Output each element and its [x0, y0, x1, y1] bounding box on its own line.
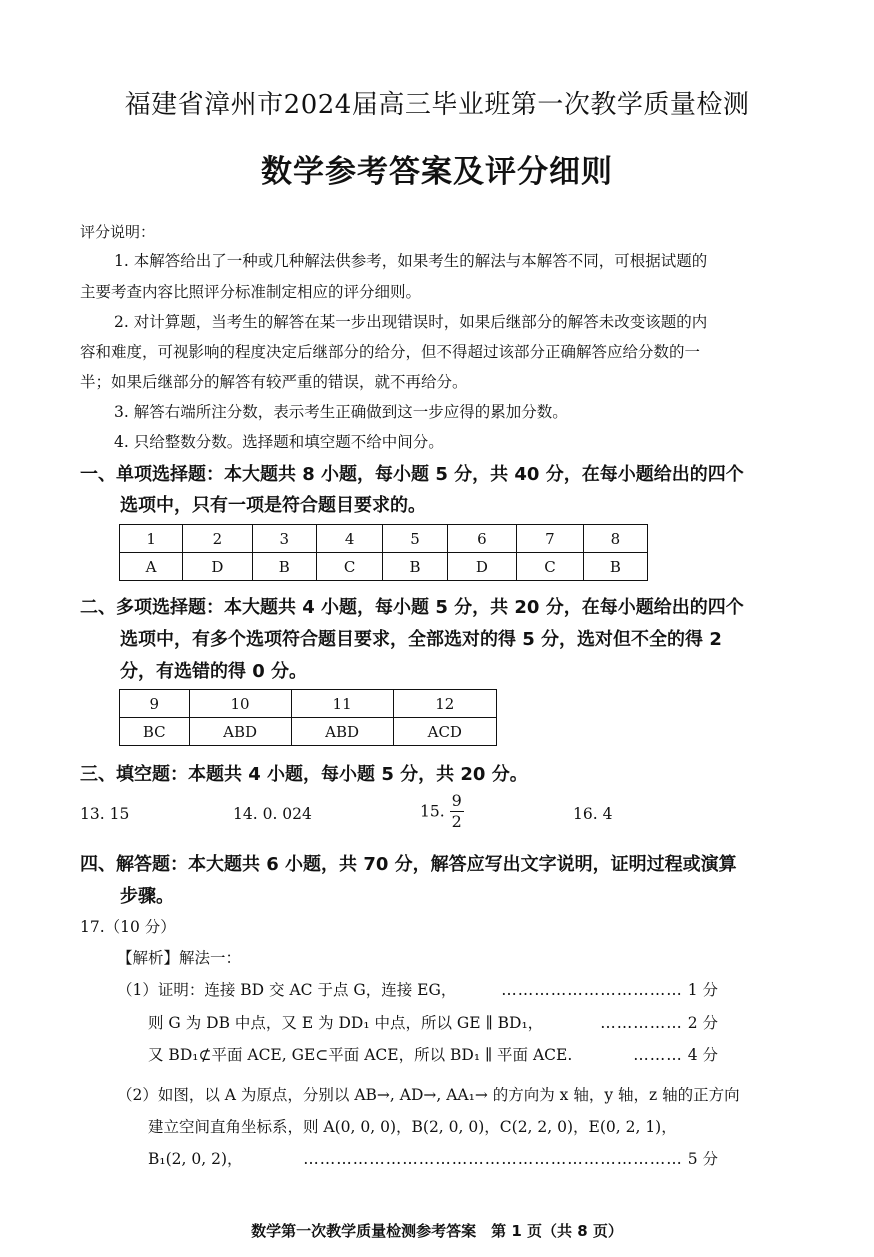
section-2-heading: 二、多项选择题：本大题共 4 小题，每小题 5 分，共 20 分，在每小题给出的四个: [80, 597, 744, 618]
note-2-line-2: 容和难度，可视影响的程度决定后继部分的给分，但不得超过该部分正确解答应给分数的一: [80, 343, 701, 361]
leader-dots: ……………: [600, 1014, 683, 1032]
page-footer: 数学第一次教学质量检测参考答案 第 1 页（共 8 页）: [251, 1222, 623, 1240]
score-mark: [600, 1011, 718, 1033]
section-3-heading: 三、填空题：本题共 4 小题，每小题 5 分，共 20 分。: [80, 764, 528, 785]
note-1-line-2: 主要考查内容比照评分标准制定相应的评分细则。: [80, 283, 422, 301]
solution-line: [148, 1043, 796, 1065]
answer-cell: D: [447, 553, 517, 581]
single-choice-answer-table: [119, 524, 648, 581]
answer-14: 14. 0. 024: [233, 805, 312, 823]
solution-text: （2）如图，以 A 为原点，分别以 AB→, AD→, AA₁→ 的方向为 x 轴，y 轴，z 轴的正方向: [117, 1086, 740, 1104]
solution-line: [117, 978, 796, 1000]
question-number-cell: 7: [517, 525, 584, 553]
question-17-title: 17.（10 分）: [80, 918, 176, 936]
answer-cell: ACD: [393, 718, 496, 746]
answer-13: 13. 15: [80, 805, 130, 823]
solution-text: 建立空间直角坐标系，则 A(0, 0, 0)，B(2, 0, 0)，C(2, 2, 0)，E(0, 2, 1)，: [148, 1118, 677, 1136]
answer-15-label: 15.: [420, 802, 445, 821]
section-1-heading-cont: 选项中，只有一项是符合题目要求的。: [120, 495, 426, 516]
question-number-cell: 1: [120, 525, 183, 553]
score-mark: [501, 978, 718, 1000]
answer-cell: B: [252, 553, 316, 581]
section-4-heading: 四、解答题：本大题共 6 小题，共 70 分，解答应写出文字说明，证明过程或演算: [80, 854, 737, 875]
question-number-cell: 3: [252, 525, 316, 553]
table-row: [120, 718, 497, 746]
question-number-cell: 10: [189, 690, 291, 718]
answer-cell: C: [517, 553, 584, 581]
note-3: 3. 解答右端所注分数，表示考生正确做到这一步应得的累加分数。: [114, 403, 568, 421]
solution-text: B₁(2, 0, 2)，: [148, 1150, 243, 1168]
fraction-denominator: 2: [451, 812, 462, 831]
fraction-numerator: 9: [451, 791, 462, 810]
document-title: 福建省漳州市2024届高三毕业班第一次教学质量检测: [124, 90, 750, 120]
leader-dots: ………: [633, 1046, 683, 1064]
question-number-cell: 12: [393, 690, 496, 718]
answer-cell: A: [120, 553, 183, 581]
note-2-line-3: 半；如果后继部分的解答有较严重的错误，就不再给分。: [80, 373, 468, 391]
score-value: 5 分: [687, 1150, 718, 1168]
answer-cell: ABD: [189, 718, 291, 746]
multi-choice-answer-table: [119, 689, 497, 746]
score-value: 1 分: [687, 981, 718, 999]
section-4-heading-cont: 步骤。: [120, 886, 174, 907]
note-1-line-1: 1. 本解答给出了一种或几种解法供参考，如果考生的解法与本解答不同，可根据试题的: [114, 252, 708, 270]
analysis-label: 【解析】解法一：: [117, 949, 242, 967]
section-2-heading-cont-2: 分，有选错的得 0 分。: [120, 661, 308, 682]
table-row: [120, 553, 648, 581]
score-value: 2 分: [687, 1014, 718, 1032]
question-number-cell: 11: [291, 690, 393, 718]
solution-text: 则 G 为 DB 中点，又 E 为 DD₁ 中点，所以 GE ∥ BD₁，: [148, 1014, 544, 1032]
document-subtitle: 数学参考答案及评分细则: [261, 154, 613, 190]
solution-text: 又 BD₁⊄平面 ACE, GE⊂平面 ACE，所以 BD₁ ∥ 平面 ACE.: [148, 1046, 573, 1064]
leader-dots: ……………………………: [501, 981, 683, 999]
answer-cell: ABD: [291, 718, 393, 746]
question-number-cell: 8: [583, 525, 647, 553]
score-value: 4 分: [687, 1046, 718, 1064]
table-row: [120, 525, 648, 553]
solution-line: [148, 1147, 796, 1169]
score-mark: [633, 1043, 718, 1065]
question-number-cell: 5: [383, 525, 447, 553]
section-1-heading: 一、单项选择题：本大题共 8 小题，每小题 5 分，共 40 分，在每小题给出的四个: [80, 464, 744, 485]
question-number-cell: 9: [120, 690, 190, 718]
section-2-heading-cont: 选项中，有多个选项符合题目要求，全部选对的得 5 分，选对但不全的得 2: [120, 629, 722, 650]
question-number-cell: 2: [183, 525, 253, 553]
note-2-line-1: 2. 对计算题，当考生的解答在某一步出现错误时，如果后继部分的解答未改变该题的内: [114, 313, 708, 331]
score-mark: [303, 1147, 718, 1169]
answer-cell: C: [316, 553, 383, 581]
answer-cell: D: [183, 553, 253, 581]
answer-16: 16. 4: [573, 805, 613, 823]
note-4: 4. 只给整数分数。选择题和填空题不给中间分。: [114, 433, 444, 451]
notes-heading: 评分说明：: [80, 223, 156, 241]
question-number-cell: 6: [447, 525, 517, 553]
table-row: [120, 690, 497, 718]
answer-cell: B: [383, 553, 447, 581]
question-number-cell: 4: [316, 525, 383, 553]
solution-line: [148, 1011, 796, 1033]
leader-dots: ……………………………………………………………: [303, 1150, 683, 1168]
answer-cell: B: [583, 553, 647, 581]
solution-text: （1）证明：连接 BD 交 AC 于点 G，连接 EG，: [117, 981, 457, 999]
fraction: [450, 791, 464, 832]
answer-15: [420, 791, 464, 832]
answer-cell: BC: [120, 718, 190, 746]
